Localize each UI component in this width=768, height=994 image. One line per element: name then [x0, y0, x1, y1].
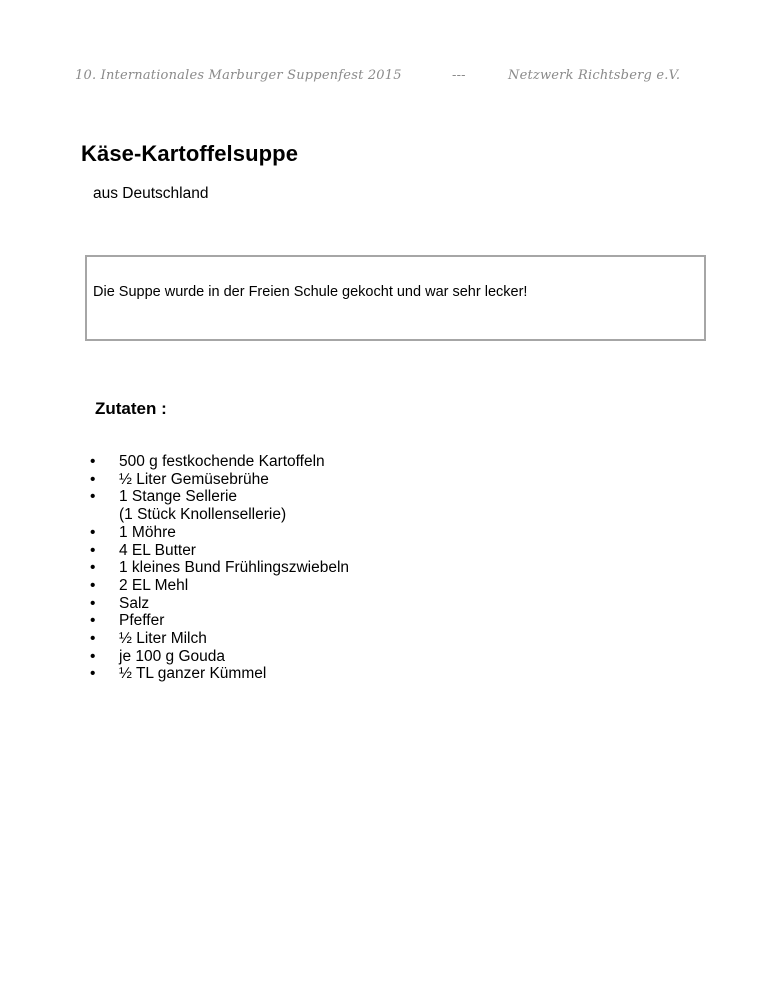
bullet-icon: •	[90, 470, 96, 488]
ingredient-item	[90, 488, 349, 523]
bullet-icon: •	[90, 453, 96, 470]
ingredient-item	[90, 524, 349, 542]
bullet-icon: •	[90, 594, 96, 612]
ingredient-text: 2 EL Mehl	[119, 576, 189, 594]
ingredient-item	[90, 595, 349, 613]
header-separator: ---	[452, 68, 466, 83]
header-event-title: 10. Internationales Marburger Suppenfest 2015	[75, 68, 402, 83]
ingredient-text: 1 Möhre	[119, 523, 176, 541]
ingredient-text: Salz	[119, 594, 150, 612]
ingredient-list	[90, 453, 349, 683]
bullet-icon: •	[90, 576, 96, 594]
ingredient-text: 500 g festkochende Kartoffeln	[119, 453, 325, 470]
recipe-title: Käse-Kartoffelsuppe	[81, 141, 299, 166]
ingredient-item	[90, 630, 349, 648]
bullet-icon: •	[90, 630, 96, 648]
ingredient-text: 4 EL Butter	[119, 541, 196, 559]
ingredient-item	[90, 612, 349, 630]
ingredient-text: je 100 g Gouda	[119, 647, 226, 665]
ingredient-text: 1 Stange Sellerie	[119, 488, 238, 506]
ingredient-item	[90, 665, 349, 683]
ingredients-heading: Zutaten :	[95, 399, 167, 418]
bullet-icon: •	[90, 612, 96, 630]
ingredient-text: ½ Liter Milch	[119, 630, 207, 648]
ingredient-subtext: (1 Stück Knollensellerie)	[119, 506, 287, 524]
bullet-icon: •	[90, 647, 96, 665]
bullet-icon: •	[90, 523, 96, 541]
ingredient-item	[90, 648, 349, 666]
bullet-icon: •	[90, 488, 96, 506]
bullet-icon: •	[90, 559, 96, 577]
bullet-icon: •	[90, 665, 96, 683]
header-organization: Netzwerk Richtsberg e.V.	[508, 68, 681, 83]
note-text: Die Suppe wurde in der Freien Schule gekocht und war sehr lecker!	[93, 284, 528, 300]
ingredient-item	[90, 559, 349, 577]
ingredient-text: 1 kleines Bund Frühlingszwiebeln	[119, 559, 350, 577]
ingredient-item	[90, 542, 349, 560]
page-header	[0, 68, 768, 90]
ingredient-item	[90, 471, 349, 489]
ingredient-text: Pfeffer	[119, 612, 165, 630]
bullet-icon: •	[90, 541, 96, 559]
note-box	[85, 255, 706, 341]
ingredient-item	[90, 453, 349, 471]
ingredient-text: ½ TL ganzer Kümmel	[119, 665, 267, 683]
ingredient-item	[90, 577, 349, 595]
recipe-origin: aus Deutschland	[93, 185, 209, 202]
ingredient-text: ½ Liter Gemüsebrühe	[119, 470, 269, 488]
